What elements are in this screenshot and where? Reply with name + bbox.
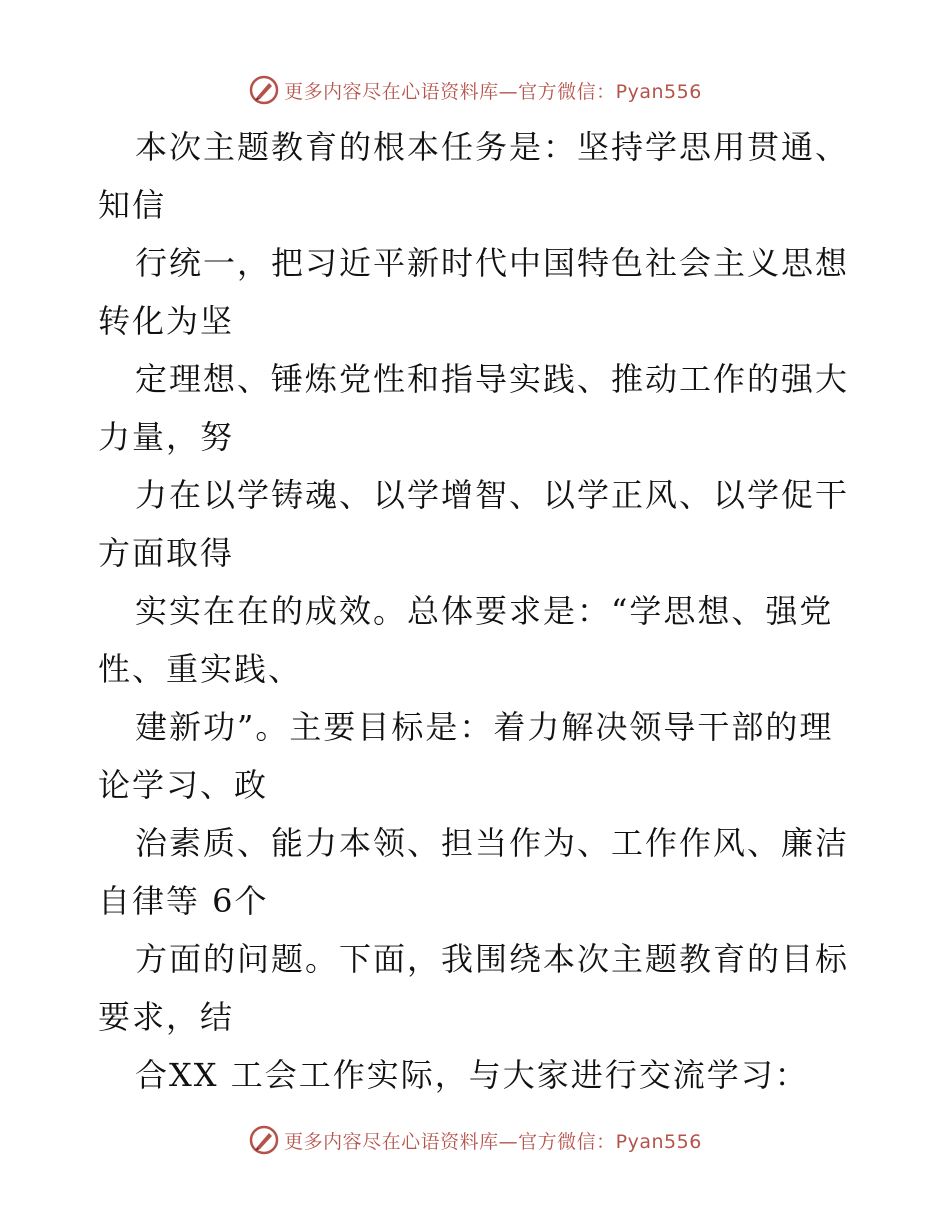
text-line: 本次主题教育的根本任务是：坚持学思用贯通、	[135, 128, 850, 166]
text-line: 定理想、锤炼党性和指导实践、推动工作的强大	[135, 360, 850, 398]
text-line: 方面取得	[98, 534, 235, 572]
text-line: 性、重实践、	[98, 650, 303, 688]
text-line: 方面的问题。下面，我围绕本次主题教育的目标	[135, 940, 850, 978]
footer-watermark	[0, 1120, 950, 1160]
watermark-text: 更多内容尽在心语资料库—官方微信：Pyan556	[284, 80, 702, 103]
text-line: 治素质、能力本领、担当作为、工作作风、廉洁	[135, 824, 850, 862]
text-line: 合XX 工会工作实际，与大家进行交流学习：	[135, 1056, 809, 1094]
text-line: 力在以学铸魂、以学增智、以学正风、以学促干	[135, 476, 850, 514]
text-line: 实实在在的成效。总体要求是：“学思想、强党	[135, 592, 834, 630]
text-line: 论学习、政	[98, 766, 269, 804]
text-line: 行统一，把习近平新时代中国特色社会主义思想	[135, 244, 850, 282]
text-line: 力量，努	[98, 418, 235, 456]
header-watermark	[0, 70, 950, 110]
pen-logo-icon	[248, 74, 280, 106]
text-line: 要求，结	[98, 998, 235, 1036]
text-line: 转化为坚	[98, 302, 235, 340]
text-line: 建新功”。主要目标是：着力解决领导干部的理	[135, 708, 834, 746]
document-body	[98, 118, 858, 1104]
text-line: 自律等 6个	[98, 882, 269, 920]
pen-logo-icon	[248, 1124, 280, 1156]
text-line: 知信	[98, 186, 167, 224]
watermark-text: 更多内容尽在心语资料库—官方微信：Pyan556	[284, 1130, 702, 1153]
